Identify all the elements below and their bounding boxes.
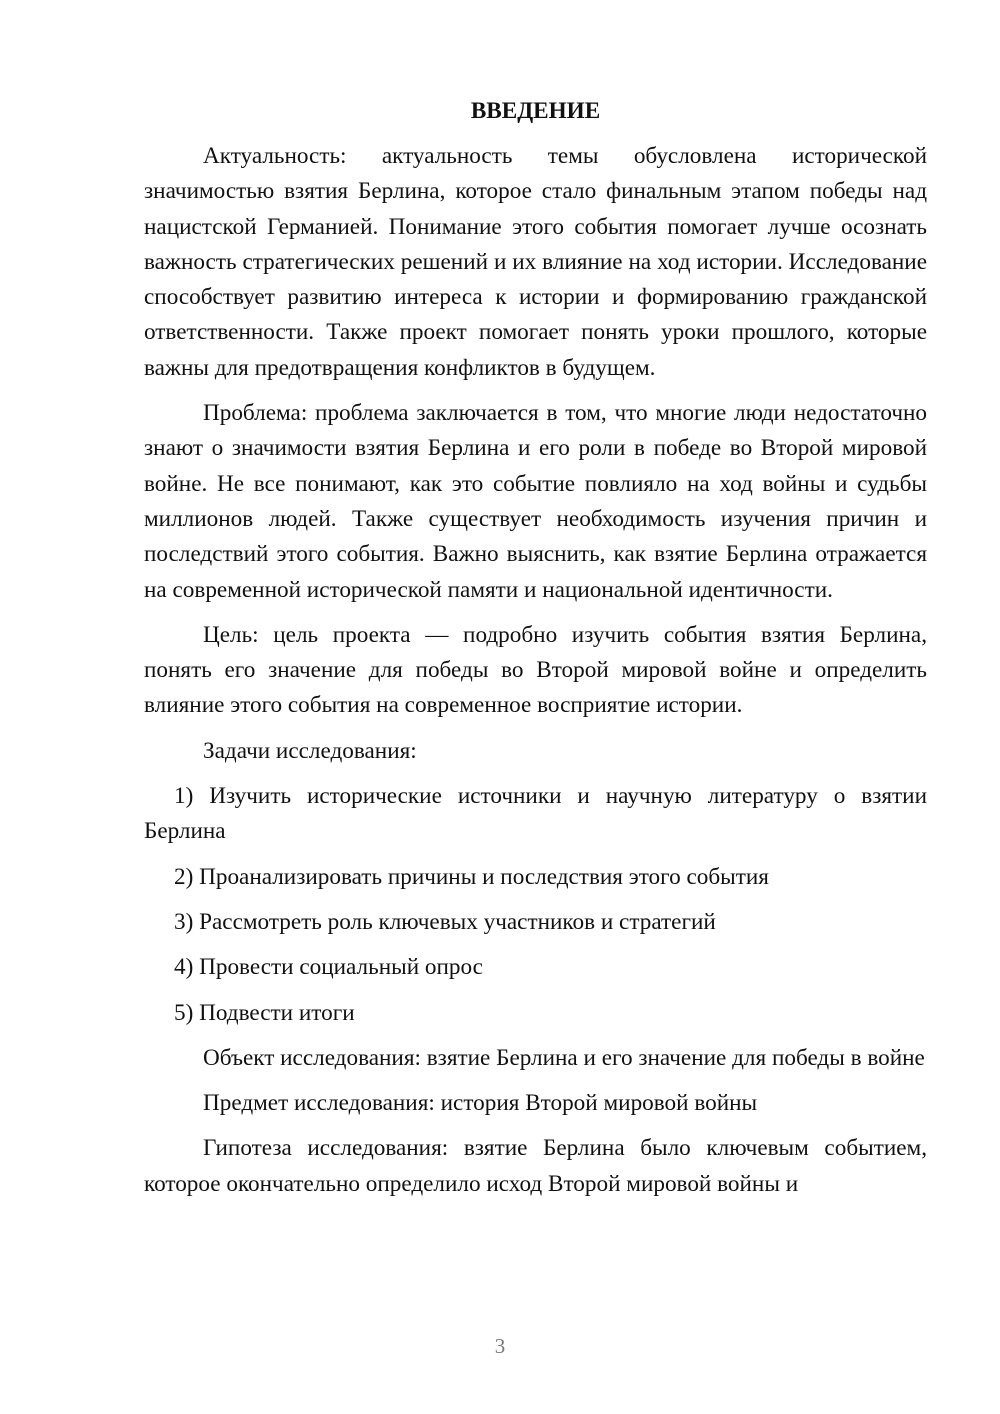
problem-paragraph: Проблема: проблема заключается в том, что многие люди недостаточно знают о значимости взятия Берлина и его роли в победе во Второй мировой войне. Не все понимают, как это событие повлияло на ход войны и судьбы миллионов людей. Также существует необходимость изучения причин и последствий этого события. Важно выяснить, как взятие Берлина отражается на современной исторической памяти и национальной идентичности. — [144, 400, 927, 603]
page-number: 3 — [494, 1334, 506, 1358]
relevance-paragraph: Актуальность: актуальность темы обусловлена исторической значимостью взятия Берлина, которое стало финальным этапом победы над нацистской Германией. Понимание этого события помогает лучше осознать важность стратегических решений и их влияние на ход истории. Исследование способствует развитию интереса к истории и формированию гражданской ответственности. Также проект помогает понять уроки прошлого, которые важны для предотвращения конфликтов в будущем. — [144, 143, 927, 381]
tasks-heading: Задачи исследования: — [203, 737, 417, 764]
object-paragraph: Объект исследования: взятие Берлина и его значение для победы в войне — [203, 1044, 925, 1071]
task-item-5: 5) Подвести итоги — [174, 999, 355, 1026]
task-item-3: 3) Рассмотреть роль ключевых участников и стратегий — [174, 908, 716, 935]
goal-paragraph: Цель: цель проекта — подробно изучить события взятия Берлина, понять его значение для победы во Второй мировой войне и определить влияние этого события на современное восприятие истории. — [144, 621, 927, 719]
subject-paragraph: Предмет исследования: история Второй мировой войны — [203, 1090, 758, 1117]
hypothesis-paragraph: Гипотеза исследования: взятие Берлина было ключевым событием, которое окончательно определило исход Второй мировой войны и — [144, 1135, 927, 1197]
page-content — [144, 94, 927, 1212]
section-title: ВВЕДЕНИЕ — [470, 98, 601, 124]
task-item-4: 4) Провести социальный опрос — [174, 954, 483, 981]
task-item-2: 2) Проанализировать причины и последствия этого события — [174, 863, 769, 890]
task-item-1: 1) Изучить исторические источники и научную литературу о взятии Берлина — [144, 783, 927, 845]
